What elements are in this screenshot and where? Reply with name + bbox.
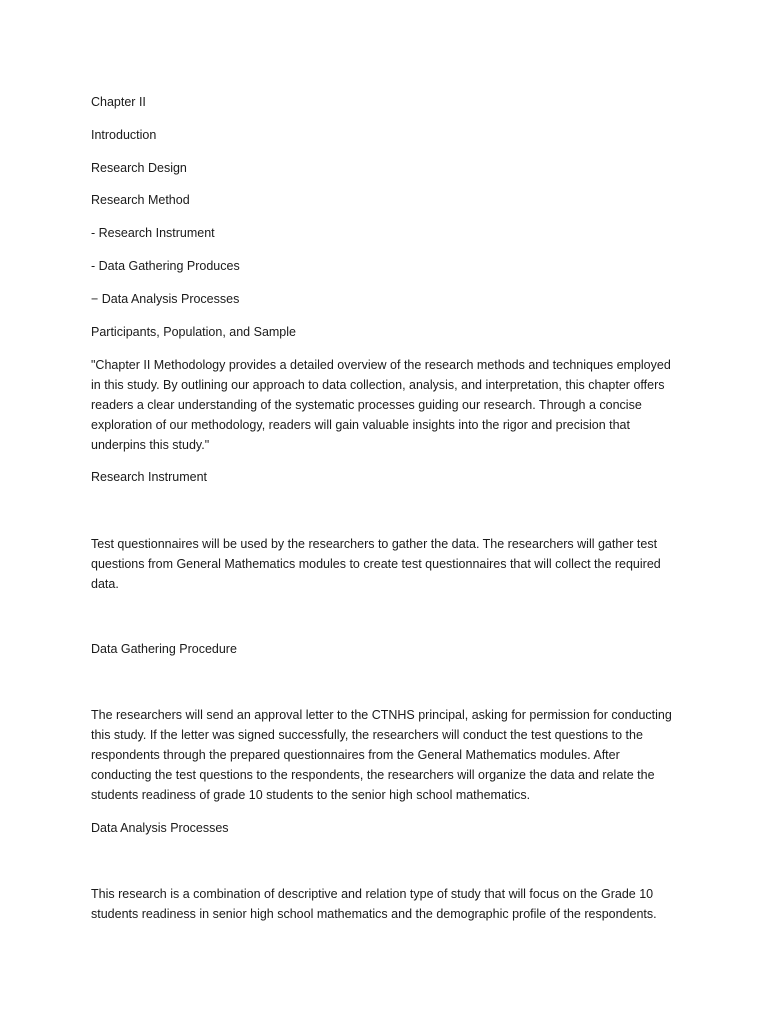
toc-research-method: Research Method (91, 193, 190, 207)
chapter-heading: Chapter II (91, 95, 146, 109)
toc-participants: Participants, Population, and Sample (91, 325, 296, 339)
toc-research-design: Research Design (91, 161, 187, 175)
toc-research-instrument: - Research Instrument (91, 226, 215, 240)
section-body-data-analysis: This research is a combination of descriptive and relation type of study that will focus on the Grade 10 students readiness in senior high school mathematics and the demographic profile of the respondents. (91, 887, 657, 921)
section-title-research-instrument: Research Instrument (91, 470, 208, 484)
section-body-research-instrument: Test questionnaires will be used by the researchers to gather the data. The researchers will gather test questions from General Mathematics modules to create test questionnaires that will collect the required data. (91, 537, 661, 591)
section-body-data-gathering: The researchers will send an approval letter to the CTNHS principal, asking for permission for conducting this study. If the letter was signed successfully, the researchers will conduct the test questions to the respondents through the prepared questionnaires from the General Mathematics modules. After conducting the test questions to the respondents, the researchers will organize the data and relate the students readiness of grade 10 students to the senior high school mathematics. (91, 708, 672, 802)
toc-introduction: Introduction (91, 128, 157, 142)
section-title-data-gathering: Data Gathering Procedure (91, 642, 237, 656)
toc-data-gathering: - Data Gathering Produces (91, 259, 240, 273)
section-title-data-analysis: Data Analysis Processes (91, 821, 229, 835)
toc-data-analysis: − Data Analysis Processes (91, 292, 240, 306)
intro-paragraph: "Chapter II Methodology provides a detailed overview of the research methods and techniques employed in this study. By outlining our approach to data collection, analysis, and interpretation, this chapter offers readers a clear understanding of the systematic processes guiding our research. Through a concise exploration of our methodology, readers will gain valuable insights into the rigor and precision that underpins this study." (91, 358, 671, 452)
